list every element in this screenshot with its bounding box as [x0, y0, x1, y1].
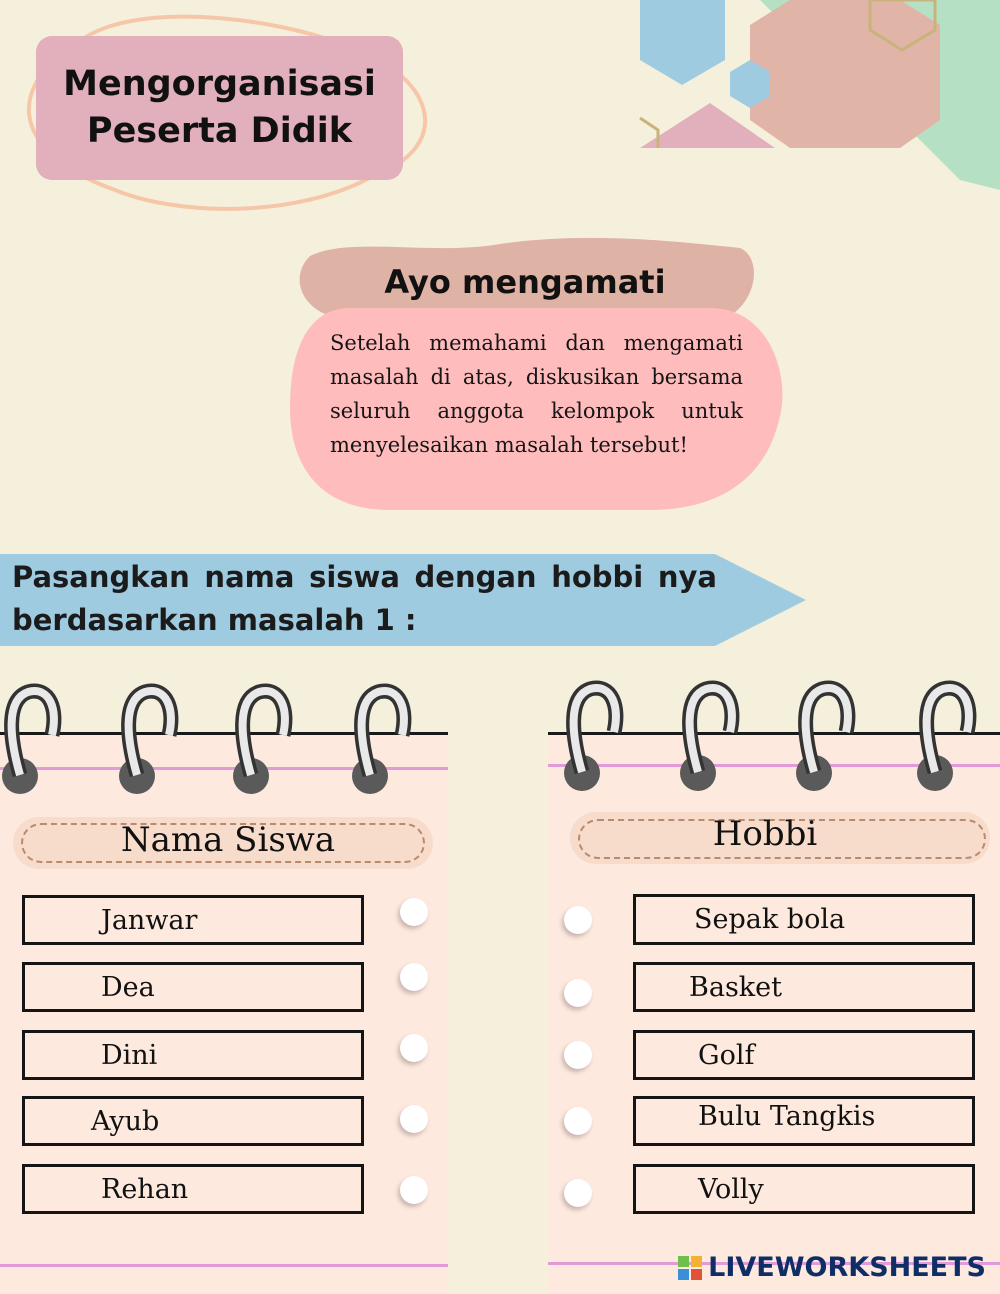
ayo-title: Ayo mengamati: [384, 263, 666, 301]
student-item-rehan[interactable]: [22, 1164, 364, 1214]
match-dot-left-1[interactable]: [400, 898, 428, 926]
hobby-label: Basket: [689, 971, 782, 1003]
match-dot-right-4[interactable]: [564, 1107, 592, 1135]
liveworksheets-icon: [678, 1256, 702, 1280]
notebook-left-rings: [0, 680, 450, 800]
match-dot-left-5[interactable]: [400, 1176, 428, 1204]
match-dot-right-1[interactable]: [564, 906, 592, 934]
hobby-label: Golf: [698, 1039, 755, 1071]
hobby-item-sepak-bola[interactable]: [633, 894, 975, 945]
left-header-label: Nama Siswa: [120, 820, 336, 860]
decorative-shapes: [630, 0, 1000, 200]
match-dot-right-2[interactable]: [564, 979, 592, 1007]
match-dot-left-2[interactable]: [400, 963, 428, 991]
hobby-item-golf[interactable]: [633, 1030, 975, 1080]
hobby-label: Volly: [698, 1173, 764, 1205]
hobby-label: Bulu Tangkis: [698, 1101, 876, 1132]
student-label: Janwar: [101, 904, 198, 936]
hobby-item-bulu-tangkis[interactable]: [633, 1096, 975, 1146]
ayo-instructions: Setelah memahami dan mengamati masalah di atas, diskusikan bersama seluruh anggota kelompok untuk menyelesaikan masalah tersebut!: [330, 331, 743, 457]
title-line-2: Peserta Didik: [86, 111, 353, 151]
banner-text: Pasangkan nama siswa dengan hobbi nya berdasarkan masalah 1 :: [12, 560, 717, 637]
liveworksheets-logo[interactable]: [678, 1252, 986, 1283]
left-header-pill: [13, 817, 433, 869]
match-dot-left-4[interactable]: [400, 1105, 428, 1133]
student-item-dea[interactable]: [22, 962, 364, 1012]
hobby-item-basket[interactable]: [633, 962, 975, 1012]
student-label: Rehan: [101, 1173, 189, 1205]
section-title: [36, 36, 403, 180]
notebook-left-bottomline: [0, 1264, 448, 1267]
student-item-ayub[interactable]: [22, 1096, 364, 1146]
student-item-dini[interactable]: [22, 1030, 364, 1080]
right-header-pill: [570, 812, 990, 864]
match-dot-right-3[interactable]: [564, 1041, 592, 1069]
notebook-right-rings: [550, 680, 1000, 800]
student-label: Dini: [101, 1039, 158, 1071]
match-dot-left-3[interactable]: [400, 1034, 428, 1062]
student-item-janwar[interactable]: [22, 895, 364, 945]
hobby-item-volly[interactable]: [633, 1164, 975, 1214]
title-line-1: Mengorganisasi: [63, 64, 376, 104]
match-dot-right-5[interactable]: [564, 1179, 592, 1207]
brand-name: LIVEWORKSHEETS: [708, 1252, 986, 1283]
student-label: Dea: [101, 971, 155, 1003]
right-header-label: Hobbi: [712, 814, 818, 854]
student-label: Ayub: [91, 1105, 160, 1137]
hobby-label: Sepak bola: [694, 904, 846, 935]
